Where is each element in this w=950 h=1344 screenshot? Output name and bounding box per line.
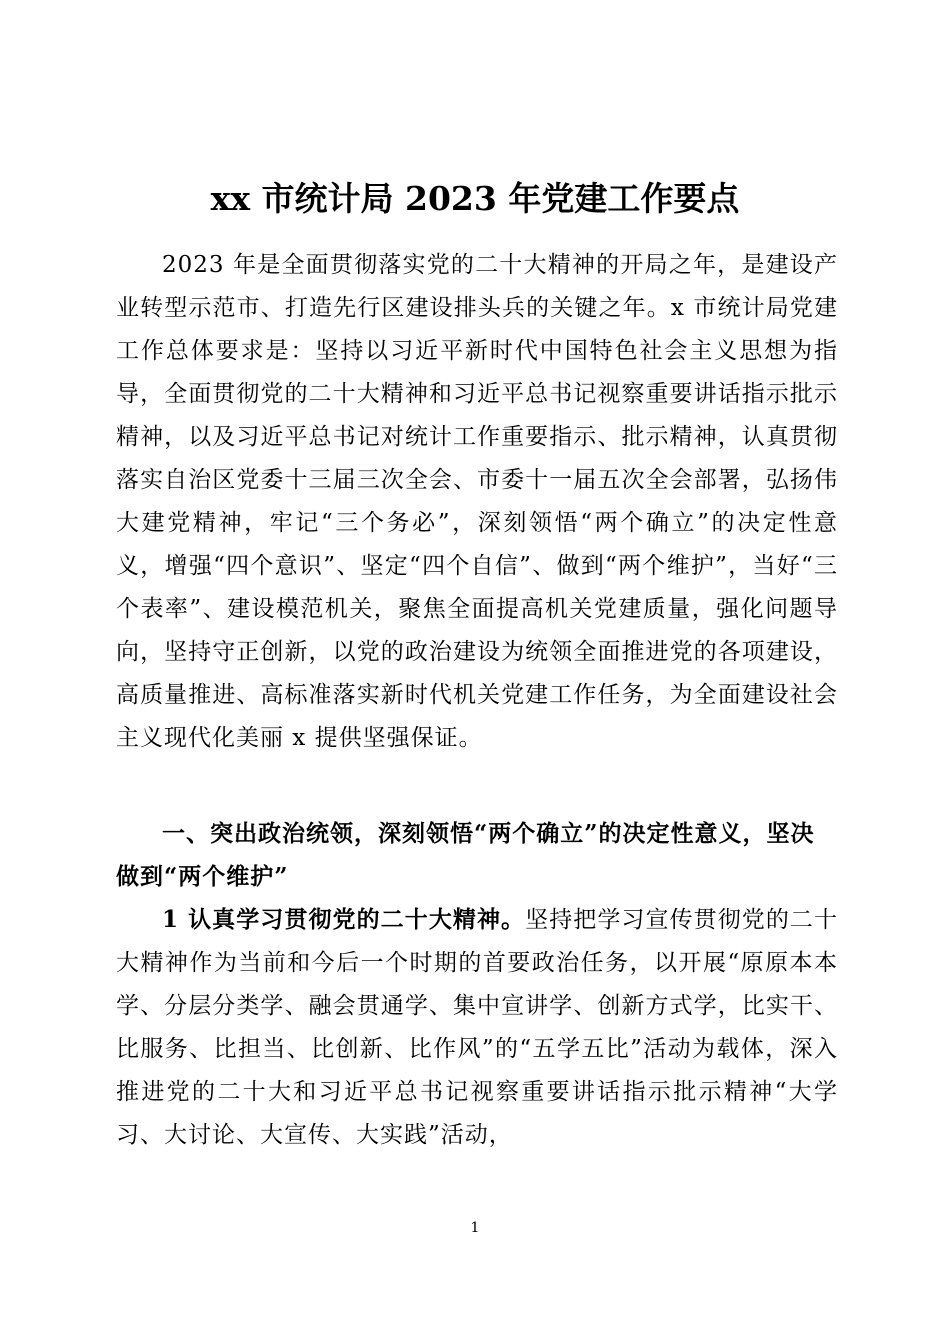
item-1-lead: 1 认真学习贯彻党的二十大精神。	[162, 906, 526, 933]
intro-paragraph: 2023 年是全面贯彻落实党的二十大精神的开局之年，是建设产业转型示范市、打造先行区建设排头兵的关键之年。x 市统计局党建工作总体要求是：坚持以习近平新时代中国特色社会主义思想为指导，全面贯彻党的二十大精神和习近平总书记视察重要讲话指示批示精神，以及习近平总书记对统计工作重要指示、批示精神，认真贯彻落实自治区党委十三届三次全会、市委十一届五次全会部署，弘扬伟大建党精神，牢记“三个务必”，深刻领悟“两个确立”的决定性意义，增强“四个意识”、坚定“四个自信”、做到“两个维护”，当好“三个表率”、建设模范机关，聚焦全面提高机关党建质量，强化问题导向，坚持守正创新，以党的政治建设为统领全面推进党的各项建设，高质量推进、高标准落实新时代机关党建工作任务，为全面建设社会主义现代化美丽 x 提供坚强保证。	[116, 252, 838, 751]
section-1-heading: 一、突出政治统领，深刻领悟“两个确立”的决定性意义，坚决做到“两个维护”	[116, 820, 815, 890]
page-number: 1	[470, 1220, 480, 1236]
document-title: xx 市统计局 2023 年党建工作要点	[210, 179, 740, 219]
item-1-paragraph	[116, 898, 838, 1157]
item-1-text: 坚持把学习宣传贯彻党的二十大精神作为当前和今后一个时期的首要政治任务，以开展“原原本本学、分层分类学、融会贯通学、集中宣讲学、创新方式学，比实干、比服务、比担当、比创新、比作风”的“五学五比”活动为载体，深入推进党的二十大和习近平总书记视察重要讲话指示批示精神“大学习、大讨论、大宣传、大实践”活动，	[116, 907, 839, 1148]
